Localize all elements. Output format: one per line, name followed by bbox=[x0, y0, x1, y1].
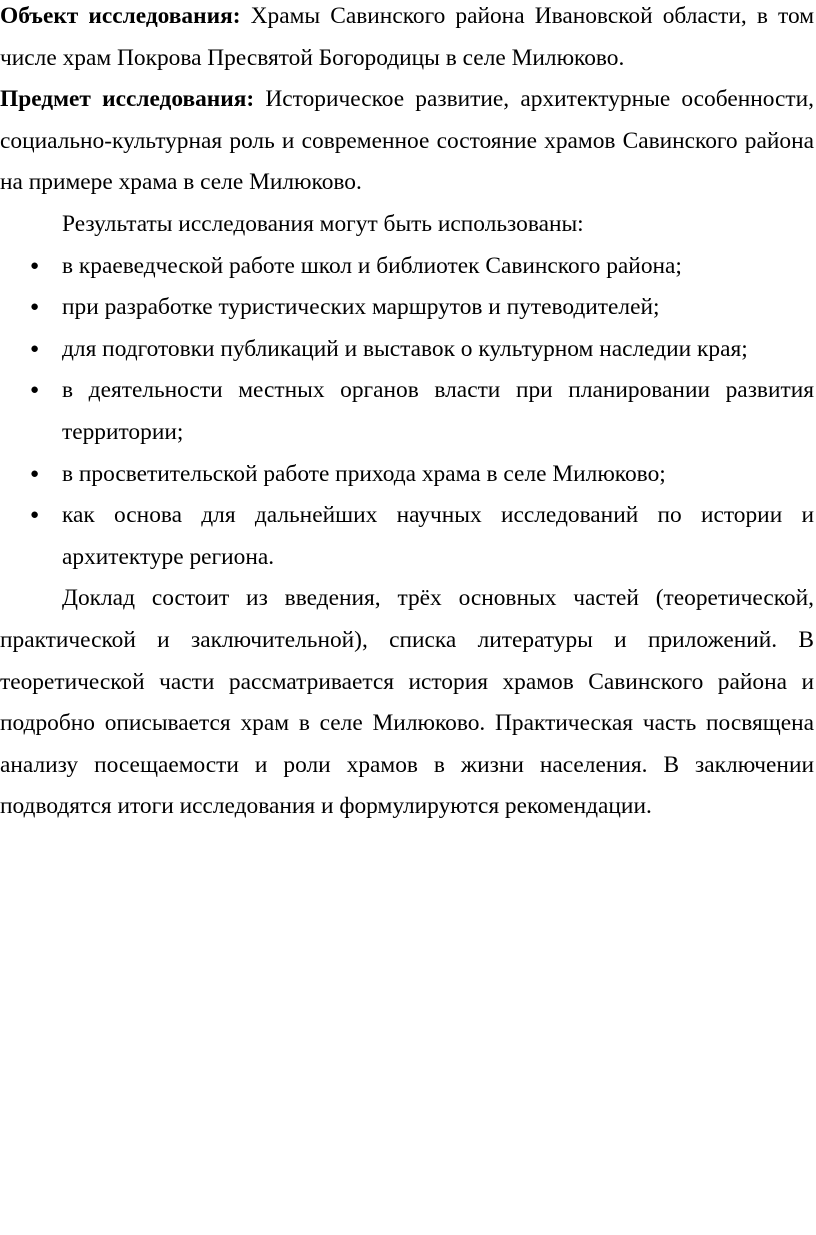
bullet-icon: ● bbox=[30, 340, 40, 357]
research-subject-label: Предмет исследования: bbox=[0, 86, 255, 113]
list-item bbox=[0, 246, 814, 288]
research-subject-text: Историческое развитие, архитектурные особенности, социально-культурная роль и современное состояние храмов Савинского района на примере храма в селе Милюково. bbox=[0, 86, 814, 196]
bullet-icon: ● bbox=[30, 382, 40, 399]
bullet-icon: ● bbox=[30, 299, 40, 316]
list-item bbox=[0, 454, 814, 496]
list-item-text: как основа для дальнейших научных исследований по истории и архитектуре региона. bbox=[62, 502, 814, 570]
list-item bbox=[0, 287, 814, 329]
list-item-text: для подготовки публикаций и выставок о культурном наследии края; bbox=[62, 335, 748, 362]
bullet-icon: ● bbox=[30, 465, 40, 482]
structure-paragraph: Доклад состоит из введения, трёх основных частей (теоретической, практической и заключительной), списка литературы и приложений. В теоретической части рассматривается история храмов Савинского района и подробно описывается храм в селе Милюково. Практическая часть посвящена анализу посещаемости и роли храмов в жизни населения. В заключении подводятся итоги исследования и формулируются рекомендации. bbox=[0, 585, 814, 820]
research-object-text: Храмы Савинского района Ивановской области, в том числе храм Покрова Пресвятой Богородицы в селе Милюково. bbox=[0, 3, 814, 71]
research-object-label: Объект исследования: bbox=[0, 3, 241, 29]
bullet-icon: ● bbox=[30, 257, 40, 274]
research-subject-paragraph bbox=[0, 79, 814, 204]
list-item bbox=[0, 495, 814, 578]
list-item-text: при разработке туристических маршрутов и путеводителей; bbox=[62, 294, 660, 321]
list-item bbox=[0, 329, 814, 371]
list-item-text: в деятельности местных органов власти при планировании развития территории; bbox=[62, 377, 814, 445]
list-item-text: в краеведческой работе школ и библиотек Савинского района; bbox=[62, 252, 682, 279]
bullet-icon: ● bbox=[30, 507, 40, 524]
results-intro: Результаты исследования могут быть использованы: bbox=[62, 210, 584, 237]
list-item-text: в просветительской работе прихода храма в селе Милюково; bbox=[62, 460, 666, 487]
list-item bbox=[0, 370, 814, 453]
results-list bbox=[0, 246, 814, 579]
research-object-paragraph bbox=[0, 0, 814, 79]
